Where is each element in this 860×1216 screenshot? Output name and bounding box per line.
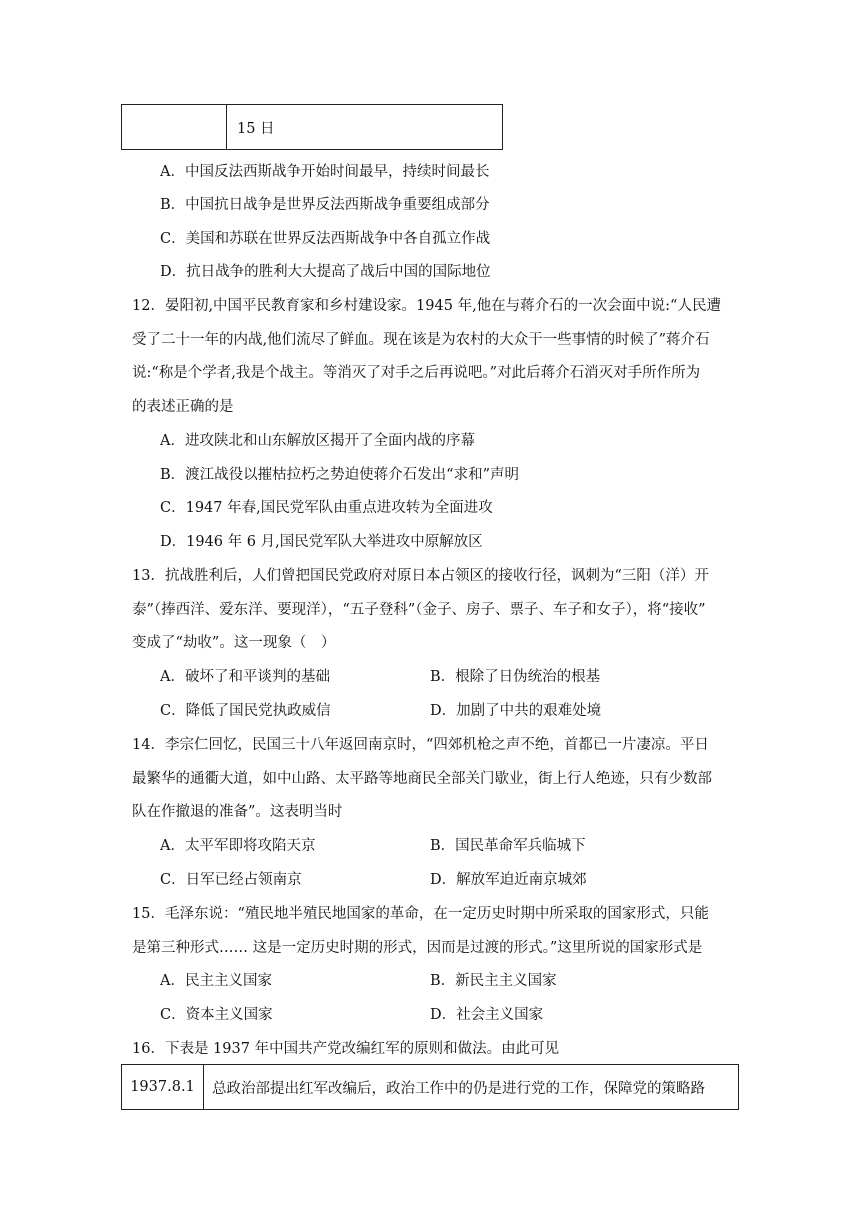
q15-stem-line: 15．毛泽东说：“殖民地半殖民地国家的革命，在一定历史时期中所采取的国家形式，只能 xyxy=(132,906,709,922)
q14-stem-line: 最繁华的通衢大道，如中山路、太平路等地商民全部关门歇业，街上行人绝迹，只有少数部 xyxy=(132,771,712,787)
q12-stem-line: 受了二十一年的内战,他们流尽了鲜血。现在该是为农村的大众干一些事情的时候了”蒋介石 xyxy=(132,332,710,348)
q14-option-c: C．日军已经占领南京 xyxy=(160,872,302,888)
q13-stem-line: 泰”（捧西洋、爱东洋、要现洋），“五子登科”（金子、房子、票子、车子和女子），将“接收” xyxy=(132,602,706,618)
q14-stem-line: 队在作撤退的准备”。这表明当时 xyxy=(132,804,343,820)
q13-stem-line: 变成了“劫收”。这一现象（ ） xyxy=(132,635,336,651)
q15-option-b: B．新民主主义国家 xyxy=(430,973,557,989)
q11-option-d: D．抗日战争的胜利大大提高了战后中国的国际地位 xyxy=(160,264,491,280)
q14-option-d: D．解放军迫近南京城郊 xyxy=(430,872,587,888)
q13-option-a: A．破坏了和平谈判的基础 xyxy=(160,669,330,685)
q14-stem-line: 14．李宗仁回忆，民国三十八年返回南京时，“四郊机枪之声不绝，首都已一片凄凉。平日 xyxy=(132,737,709,753)
q14-option-b: B．国民革命军兵临城下 xyxy=(430,838,586,854)
q16-table xyxy=(121,1064,739,1110)
q11-option-a: A．中国反法西斯战争开始时间最早，持续时间最长 xyxy=(160,164,490,180)
q12-option-b: B．渡江战役以摧枯拉朽之势迫使蒋介石发出“求和”声明 xyxy=(160,467,519,483)
table-cell: 15 日 xyxy=(237,120,275,137)
q15-stem-line: 是第三种形式…… 这是一定历史时期的形式，因而是过渡的形式。”这里所说的国家形式是 xyxy=(132,940,703,956)
q11-option-c: C．美国和苏联在世界反法西斯战争中各自孤立作战 xyxy=(160,231,491,247)
q14-option-a: A．太平军即将攻陷天京 xyxy=(160,838,316,854)
q13-option-d: D．加剧了中共的艰难处境 xyxy=(430,703,602,719)
q15-option-d: D．社会主义国家 xyxy=(430,1007,544,1023)
q13-option-c: C．降低了国民党执政威信 xyxy=(160,703,331,719)
table-text-cell: 总政治部提出红军改编后，政治工作中的仍是进行党的工作，保障党的策略路 xyxy=(212,1080,705,1097)
q12-stem-line: 12．晏阳初,中国平民教育家和乡村建设家。1945 年,他在与蒋介石的一次会面中说:“人民遭 xyxy=(132,298,721,314)
q16-stem: 16．下表是 1937 年中国共产党改编红军的原则和做法。由此可见 xyxy=(132,1041,560,1057)
table-cell xyxy=(122,105,227,149)
q12-stem-line: 的表述正确的是 xyxy=(132,399,234,415)
table-date-cell: 1937.8.1 xyxy=(122,1065,204,1109)
q15-option-c: C．资本主义国家 xyxy=(160,1007,273,1023)
q11-option-b: B．中国抗日战争是世界反法西斯战争重要组成部分 xyxy=(160,197,490,213)
q13-stem-line: 13．抗战胜利后，人们曾把国民党政府对原日本占领区的接收行径，讽刺为“三阳（洋）开 xyxy=(132,568,709,584)
q12-option-a: A．进攻陕北和山东解放区揭开了全面内战的序幕 xyxy=(160,433,475,449)
q13-option-b: B．根除了日伪统治的根基 xyxy=(430,669,601,685)
q12-stem-line: 说:“称是个学者,我是个战主。等消灭了对手之后再说吧。”对此后蒋介石消灭对手所作所为 xyxy=(132,365,701,381)
continued-table xyxy=(121,104,503,150)
q12-option-c: C．1947 年春,国民党军队由重点进攻转为全面进攻 xyxy=(160,500,493,516)
q15-option-a: A．民主主义国家 xyxy=(160,973,272,989)
q12-option-d: D．1946 年 6 月,国民党军队大举进攻中原解放区 xyxy=(160,534,483,550)
